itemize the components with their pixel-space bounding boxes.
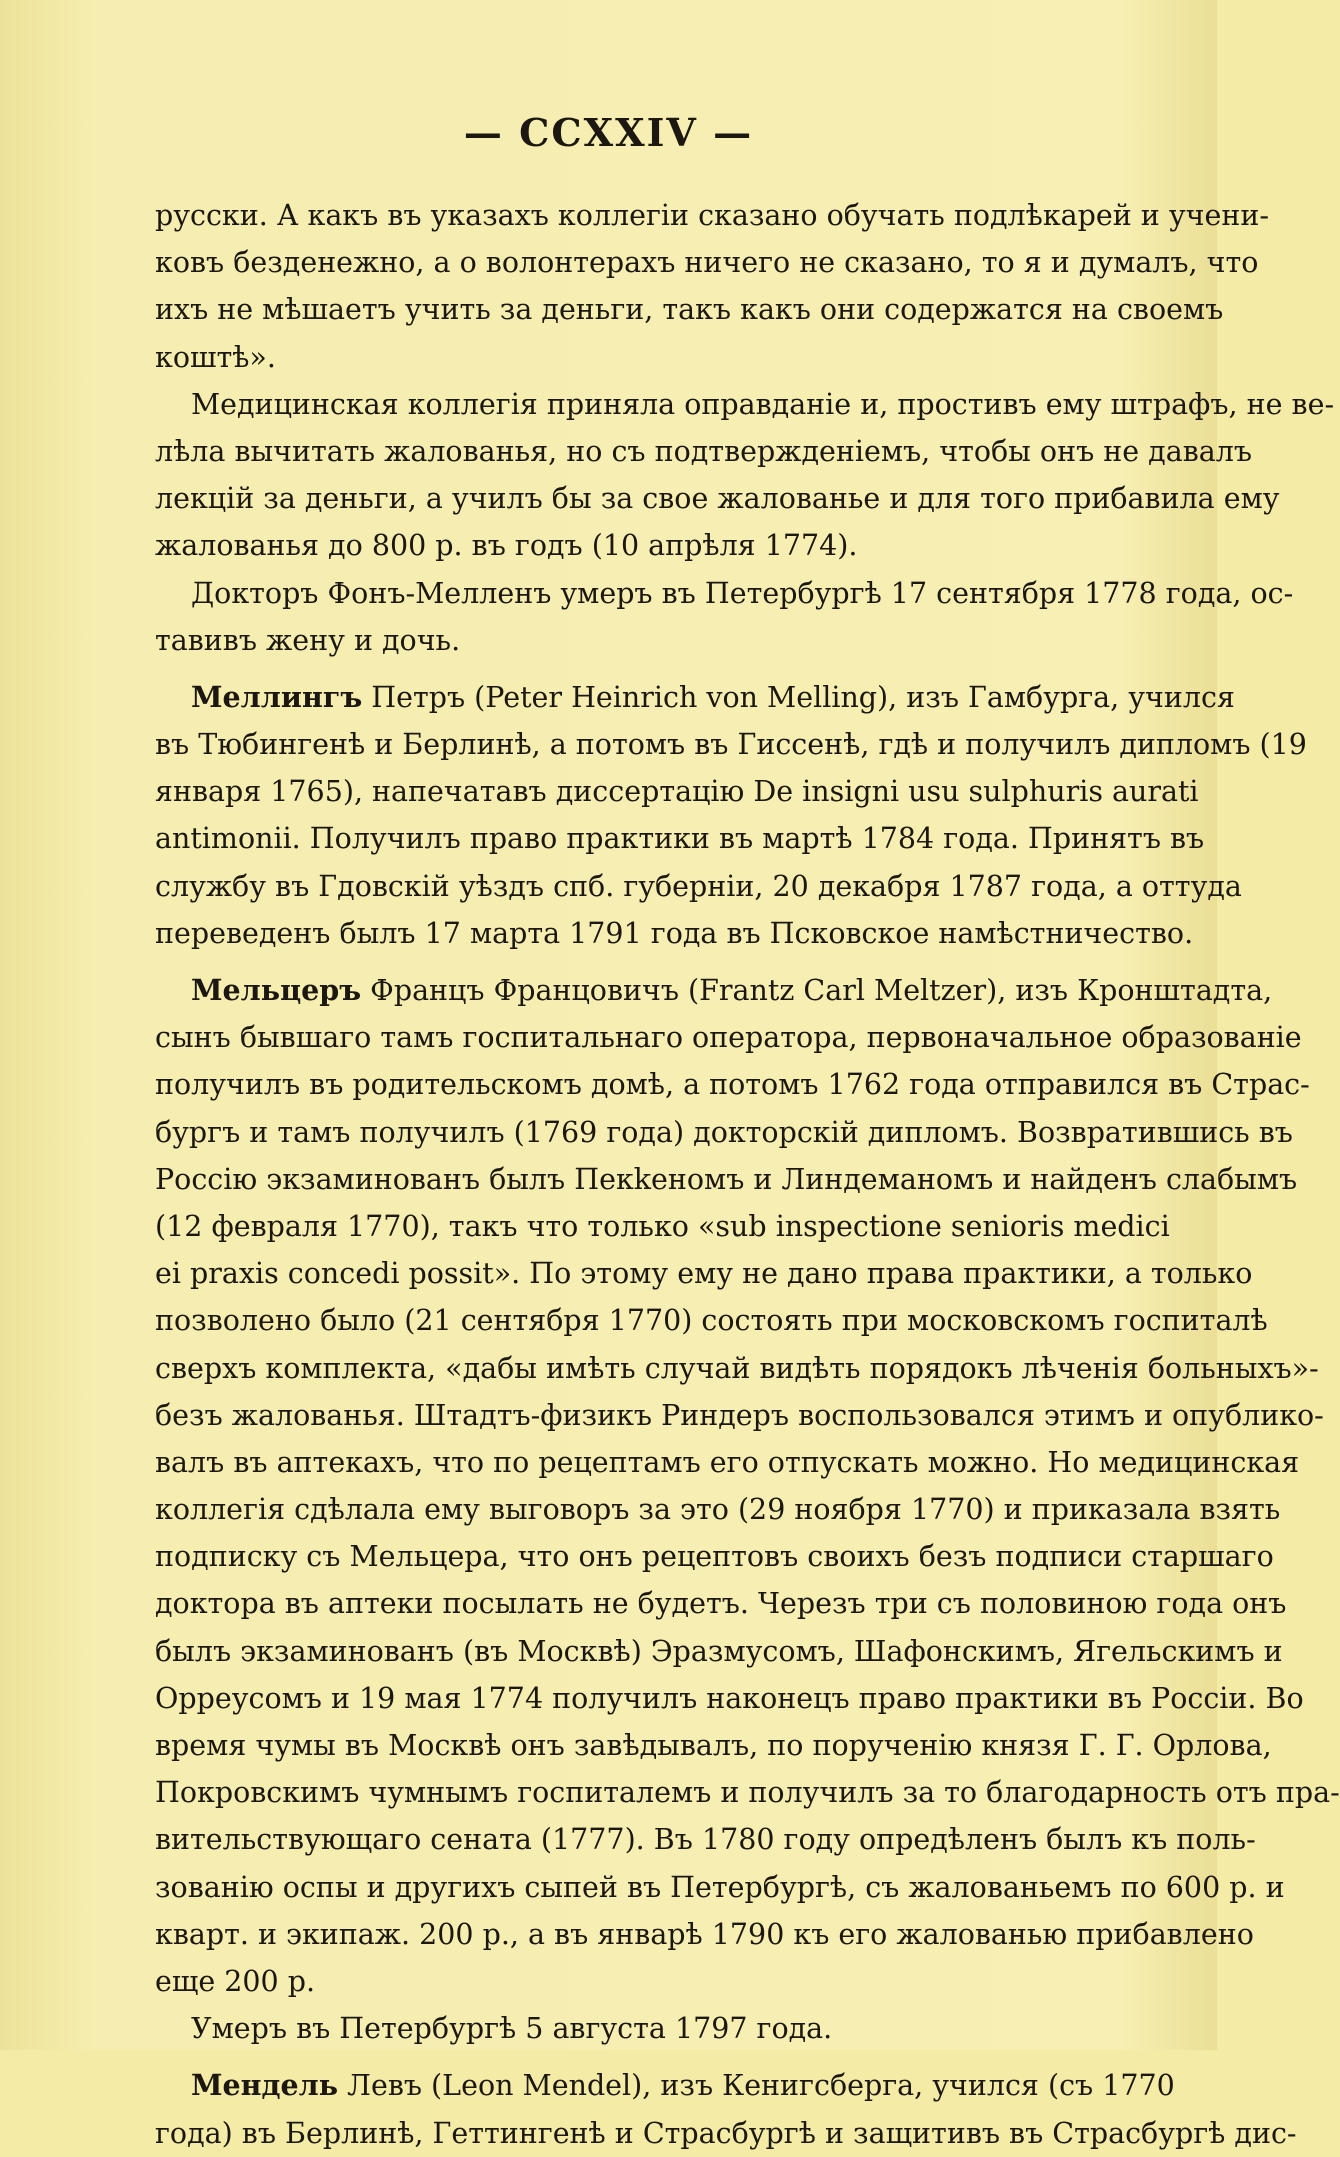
text-line: Мельцеръ Францъ Францовичъ (Frantz Carl Meltzer), изъ Кронштадта,	[191, 973, 1273, 1007]
text-line: Россію экзаминованъ былъ Пекkеномъ и Линдеманомъ и найденъ слабымъ	[155, 1162, 1298, 1196]
text-line: безъ жалованья. Штадтъ-физикъ Риндеръ воспользовался этимъ и опублико-	[155, 1398, 1324, 1432]
text-line: вительствующаго сената (1777). Въ 1780 году опредѣленъ былъ къ поль-	[155, 1823, 1256, 1857]
entry-meltzer	[155, 967, 1340, 2005]
text-line: въ Тюбингенѣ и Берлинѣ, а потомъ въ Гиссенѣ, гдѣ и получилъ дипломъ (19	[155, 728, 1307, 762]
text-line: сверхъ комплекта, «дабы имѣть случай видѣть порядокъ лѣченія больныхъ»-	[155, 1351, 1319, 1385]
page-number: — CCXXIV —	[463, 110, 754, 155]
text-line: получилъ въ родительскомъ домѣ, а потомъ 1762 года отправился въ Страс-	[155, 1068, 1310, 1102]
text-line: ихъ не мѣшаетъ учить за деньги, такъ какъ они содержатся на своемъ	[155, 293, 1224, 327]
text-line: еще 200 р.	[155, 1964, 316, 1998]
text-line: Покровскимъ чумнымъ госпиталемъ и получилъ за то благодарность отъ пра-	[155, 1776, 1340, 1810]
text-line: доктора въ аптеки посылать не будетъ. Черезъ три съ половиною года онъ	[155, 1587, 1287, 1621]
text-line: валъ въ аптекахъ, что по рецептамъ его отпускать можно. Но медицинская	[155, 1445, 1300, 1479]
text-line: Мендель Левъ (Leon Mendel), изъ Кенигсберга, учился (съ 1770	[191, 2068, 1175, 2103]
entry-name: Мельцеръ	[191, 973, 362, 1007]
text-line: января 1765), напечатавъ диссертацію De insigni usu sulphuris aurati	[155, 775, 1199, 809]
paragraph	[155, 381, 1335, 570]
body-text	[155, 192, 1340, 2157]
text-line: время чумы въ Москвѣ онъ завѣдывалъ, по порученію князя Г. Г. Орлова,	[155, 1729, 1272, 1762]
text-line: службу въ Гдовскій уѣздъ спб. губерніи, 20 декабря 1787 года, а оттуда	[155, 869, 1242, 903]
text-line: Докторъ Фонъ-Мелленъ умеръ въ Петербургѣ 17 сентября 1778 года, ос-	[191, 576, 1294, 610]
text-line: года) въ Берлинѣ, Геттингенѣ и Страсбургѣ и защитивъ въ Страсбургѣ дис-	[155, 2116, 1297, 2150]
entry-mendel	[155, 2062, 1297, 2156]
text-line: кварт. и экипаж. 200 р., а въ январѣ 1790 къ его жалованью прибавлено	[155, 1917, 1254, 1951]
text-line: Меллингъ Петръ (Peter Heinrich von Melling), изъ Гамбурга, учился	[191, 679, 1235, 714]
text-line: лѣла вычитать жалованья, но съ подтвержденіемъ, чтобы онъ не давалъ	[155, 434, 1252, 468]
text-line: зованію оспы и другихъ сыпей въ Петербургѣ, съ жалованьемъ по 600 р. и	[155, 1870, 1285, 1904]
entry-name: Мендель	[191, 2068, 339, 2103]
text-line: Умеръ въ Петербургѣ 5 августа 1797 года.	[191, 2012, 833, 2046]
text-line: коллегія сдѣлала ему выговоръ за это (29 ноября 1770) и приказала взять	[155, 1493, 1281, 1527]
text-line: тавивъ жену и дочь.	[155, 623, 461, 657]
paragraph	[155, 570, 1294, 664]
entry-name: Меллингъ	[191, 679, 363, 714]
text-line: жалованья до 800 р. въ годъ (10 апрѣля 1774).	[155, 529, 858, 563]
text-line: ei praxis concedi possit». По этому ему не дано права практики, а только	[155, 1257, 1253, 1291]
text-line: (12 февраля 1770), такъ что только «sub inspectione senioris medici	[155, 1209, 1170, 1243]
text-line: переведенъ былъ 17 марта 1791 года въ Псковское намѣстничество.	[155, 916, 1194, 950]
text-line: Орреусомъ и 19 мая 1774 получилъ наконецъ право практики въ Россіи. Во	[155, 1681, 1304, 1715]
text-line: ковъ безденежно, а о волонтерахъ ничего не сказано, то я и думалъ, что	[155, 246, 1259, 280]
entry-melling	[155, 674, 1307, 957]
text-line: бургъ и тамъ получилъ (1769 года) докторскій дипломъ. Возвратившись въ	[155, 1115, 1293, 1149]
text-line: Медицинская коллегія приняла оправданіе и, простивъ ему штрафъ, не ве-	[191, 387, 1335, 421]
text-line: antimonii. Получилъ право практики въ мартѣ 1784 года. Принятъ въ	[155, 822, 1205, 856]
text-line: позволено было (21 сентября 1770) состоять при московскомъ госпиталѣ	[155, 1304, 1268, 1338]
text-line: сынъ бывшаго тамъ госпитальнаго оператора, первоначальное образованіе	[155, 1021, 1302, 1055]
paragraph	[155, 192, 1269, 381]
text-line: русски. А какъ въ указахъ коллегіи сказано обучать подлѣкарей и учени-	[155, 199, 1269, 232]
text-line: былъ экзаминованъ (въ Москвѣ) Эразмусомъ, Шафонскимъ, Ягельскимъ и	[155, 1634, 1283, 1668]
text-line: подписку съ Мельцера, что онъ рецептовъ своихъ безъ подписи старшаго	[155, 1540, 1274, 1574]
paragraph	[155, 2005, 1155, 2052]
text-line: лекцій за деньги, а училъ бы за свое жалованье и для того прибавила ему	[155, 482, 1280, 516]
text-line: коштѣ».	[155, 340, 276, 374]
